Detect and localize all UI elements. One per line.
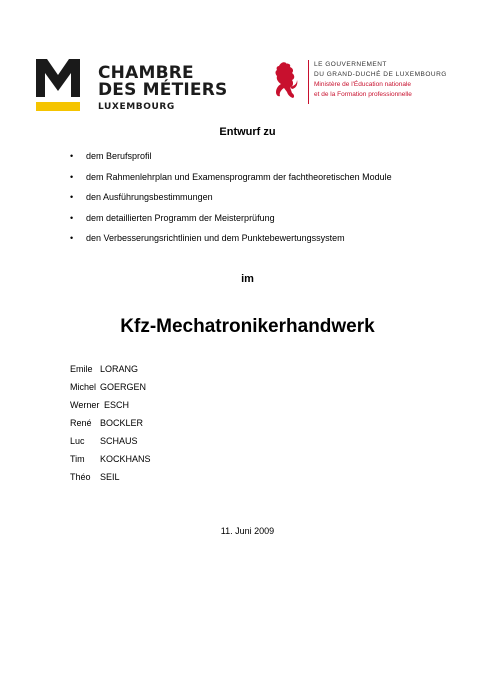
red-lion-icon (270, 60, 300, 100)
gov-logo-divider (308, 60, 309, 104)
list-item-text: dem Rahmenlehrplan und Examensprogramm der fachtheoretischen Module (86, 171, 392, 182)
list-item-text: dem detaillierten Programm der Meisterprüfung (86, 212, 275, 223)
author-first-name: René (70, 418, 92, 428)
author-first-name: Théo (70, 472, 91, 482)
author-row (70, 418, 143, 429)
author-row (70, 454, 151, 465)
document-date: 11. Juni 2009 (220, 526, 275, 536)
document-title: Kfz-Mechatronikerhandwerk (120, 316, 375, 337)
gov-logo-line2: DU GRAND-DUCHÉ DE LUXEMBOURG (314, 71, 447, 78)
intro-heading: Entwurf zu (219, 126, 276, 138)
cdm-logo-line2: DES MÉTIERS (98, 80, 228, 100)
author-row (70, 400, 129, 411)
list-item (70, 172, 410, 183)
list-item (70, 151, 410, 162)
bullet-icon: • (70, 192, 74, 202)
author-row (70, 382, 146, 393)
cdm-logo-line1: CHAMBRE (98, 63, 194, 83)
list-item (70, 233, 410, 244)
bullet-icon: • (70, 151, 74, 161)
list-item-text: dem Berufsprofil (86, 151, 152, 161)
bullet-icon: • (70, 233, 74, 243)
author-row (70, 436, 138, 447)
author-last-name: ESCH (104, 400, 130, 410)
author-last-name: LORANG (100, 364, 139, 374)
cdm-logo-line3: LUXEMBOURG (98, 102, 175, 112)
bullet-icon: • (70, 171, 74, 182)
list-item-text: den Verbesserungsrichtlinien und dem Punktebewertungssystem (86, 233, 345, 243)
author-first-name: Michel (70, 382, 97, 392)
author-last-name: SEIL (100, 472, 120, 482)
list-item-text: den Ausführungsbestimmungen (86, 192, 213, 202)
author-last-name: SCHAUS (100, 436, 138, 446)
list-item (70, 213, 410, 224)
author-last-name: GOERGEN (100, 382, 147, 392)
government-logo (270, 58, 460, 108)
author-row (70, 472, 120, 483)
gov-logo-line3: Ministère de l'Éducation nationale (314, 81, 411, 88)
gov-logo-line1: LE GOUVERNEMENT (314, 61, 387, 68)
list-item (70, 192, 410, 203)
bullet-icon: • (70, 212, 74, 223)
author-last-name: BOCKLER (100, 418, 144, 428)
author-first-name: Tim (70, 454, 85, 464)
connector-text: im (241, 273, 254, 285)
author-last-name: KOCKHANS (100, 454, 151, 464)
author-row (70, 364, 138, 375)
chambre-des-metiers-logo (36, 59, 228, 112)
author-first-name: Emile (70, 364, 93, 374)
author-first-name: Werner (70, 400, 100, 410)
author-first-name: Luc (70, 436, 85, 446)
cdm-m-icon (36, 59, 80, 111)
gov-logo-line4: et de la Formation professionnelle (314, 91, 412, 98)
document-list (70, 151, 410, 254)
